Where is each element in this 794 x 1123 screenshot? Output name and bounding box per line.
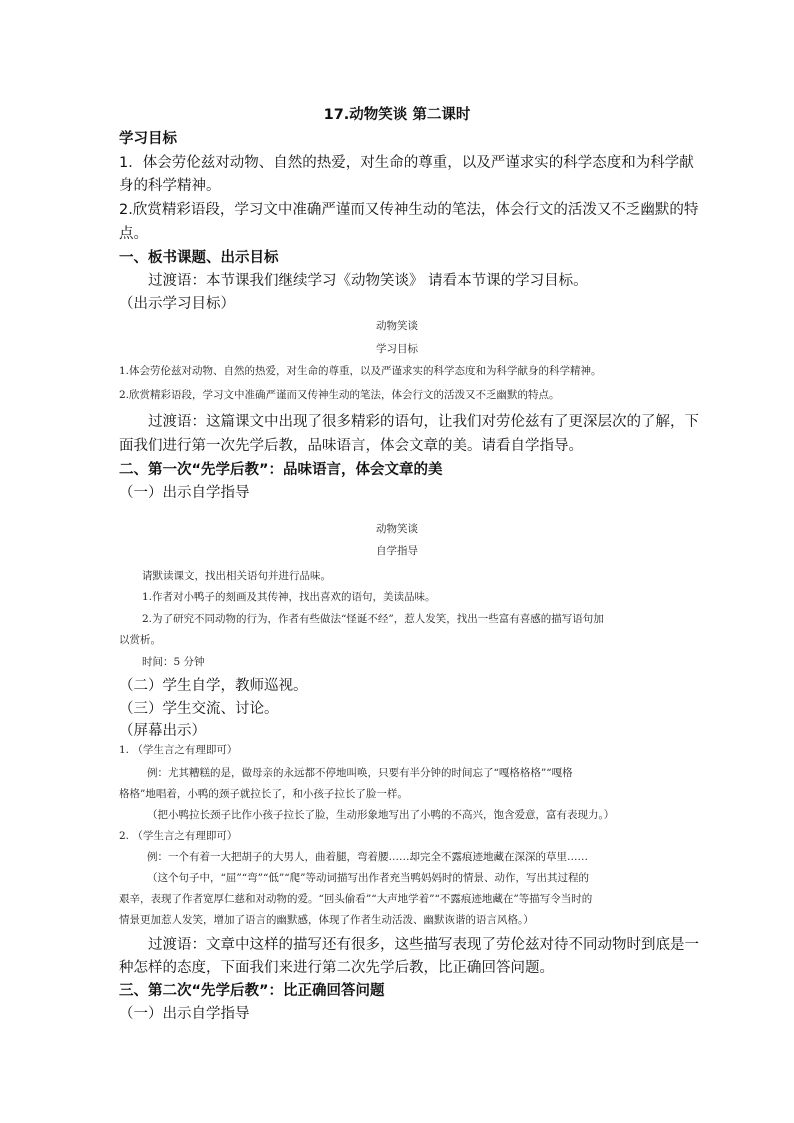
section-1-transition: 过渡语：本节课我们继续学习《动物笑谈》 请看本节课的学习目标。 [148,273,588,289]
transition-2-line-2: 面我们进行第一次先学后教，品味语言，体会文章的美。请看自学指导。 [119,438,583,454]
section-1-note: （出示学习目标） [119,296,235,312]
section-3-sub-1: （一）出示自学指导 [119,1006,250,1022]
goals-heading: 学习目标 [119,131,177,147]
transition-3-line-1: 过渡语：文章中这样的描写还有很多，这些描写表现了劳伦兹对待不同动物时到底是一 [148,937,699,953]
slide-2-subtitle: 自学指导 [376,545,418,557]
goal-2-line-2: 点。 [119,226,148,242]
answer-1-example-line-2: 格格”地唱着，小鸭的颈子就拉长了，和小孩子拉长了脸一样。 [119,788,408,800]
slide-1-item-2: 2.欣赏精彩语段，学习文中准确严谨而又传神生动的笔法，体会行文的活泼又不乏幽默的特点。 [119,389,560,401]
section-2-sub-1: （一）出示自学指导 [119,485,250,501]
slide-1-item-1: 1.体会劳伦兹对动物、自然的热爱，对生命的尊重，以及严谨求实的科学态度和为科学献身的科学精神。 [119,365,602,377]
section-3-heading: 三、第二次“先学后教”：比正确回答问题 [119,983,385,999]
slide-2-time: 时间：5 分钟 [142,656,205,668]
answer-2-label: 2. （学生言之有理即可） [119,830,238,842]
section-2-sub-3: （三）学生交流、讨论。 [119,701,279,717]
goal-1-line-1: 1．体会劳伦兹对动物、自然的热爱，对生命的尊重，以及严谨求实的科学态度和为科学献 [119,155,694,171]
transition-3-line-2: 种怎样的态度，下面我们来进行第二次先学后教，比正确回答问题。 [119,960,554,976]
section-2-heading: 二、第一次“先学后教”：品味语言，体会文章的美 [119,462,443,478]
answer-1-comment: （把小鸭拉长颈子比作小孩子拉长了脸，生动形象地写出了小鸭的不高兴，饱含爱意，富有表现力。） [147,809,615,821]
slide-1-title: 动物笑谈 [376,320,418,332]
answer-1-label: 1. （学生言之有理即可） [119,744,238,756]
section-1-heading: 一、板书课题、出示目标 [119,250,279,266]
slide-2-title: 动物笑谈 [376,523,418,535]
answer-1-example-line-1: 例：尤其糟糕的是，做母亲的永远都不停地叫唤，只要有半分钟的时间忘了“嘎格格格”“嘎格 [147,767,573,779]
answer-2-example: 例：一个有着一大把胡子的大男人，曲着腿，弯着腰……却完全不露痕迹地藏在深深的草里…… [147,851,588,863]
page-title: 17.动物笑谈 第二课时 [323,107,471,123]
slide-2-item-2-line-2: 以赏析。 [119,634,161,646]
goal-1-line-2: 身的科学精神。 [119,178,221,194]
section-2-sub-2: （二）学生自学，教师巡视。 [119,678,308,694]
screen-note: （屏幕出示） [119,723,206,739]
slide-2-item-1: 1.作者对小鸭子的刻画及其传神，找出喜欢的语句，美读品味。 [142,591,436,603]
answer-2-comment-line-2: 艰辛，表现了作者宽厚仁慈和对动物的爱。“回头偷看”“大声地学着”“不露痕迹地藏在”等描写令当时的 [119,893,593,905]
transition-2-line-1: 过渡语：这篇课文中出现了很多精彩的语句，让我们对劳伦兹有了更深层次的了解，下 [148,414,699,430]
slide-2-item-2-line-1: 2.为了研究不同动物的行为，作者有些做法“怪诞不经”，惹人发笑，找出一些富有喜感的描写语句加 [142,613,604,625]
goal-2-line-1: 2.欣赏精彩语段，学习文中准确严谨而又传神生动的笔法，体会行文的活泼又不乏幽默的特 [119,202,699,218]
answer-2-comment-line-3: 情景更加惹人发笑，增加了语言的幽默感，体现了作者生动活泼、幽默诙谐的语言风格。） [119,914,534,926]
slide-2-intro: 请默读课文，找出相关语句并进行品味。 [142,570,331,582]
answer-2-comment-line-1: （这个句子中，“屈”“弯”“低”“爬”等动词描写出作者充当鸭妈妈时的情景、动作，写出其过程的 [147,872,589,884]
slide-1-subtitle: 学习目标 [376,343,418,355]
